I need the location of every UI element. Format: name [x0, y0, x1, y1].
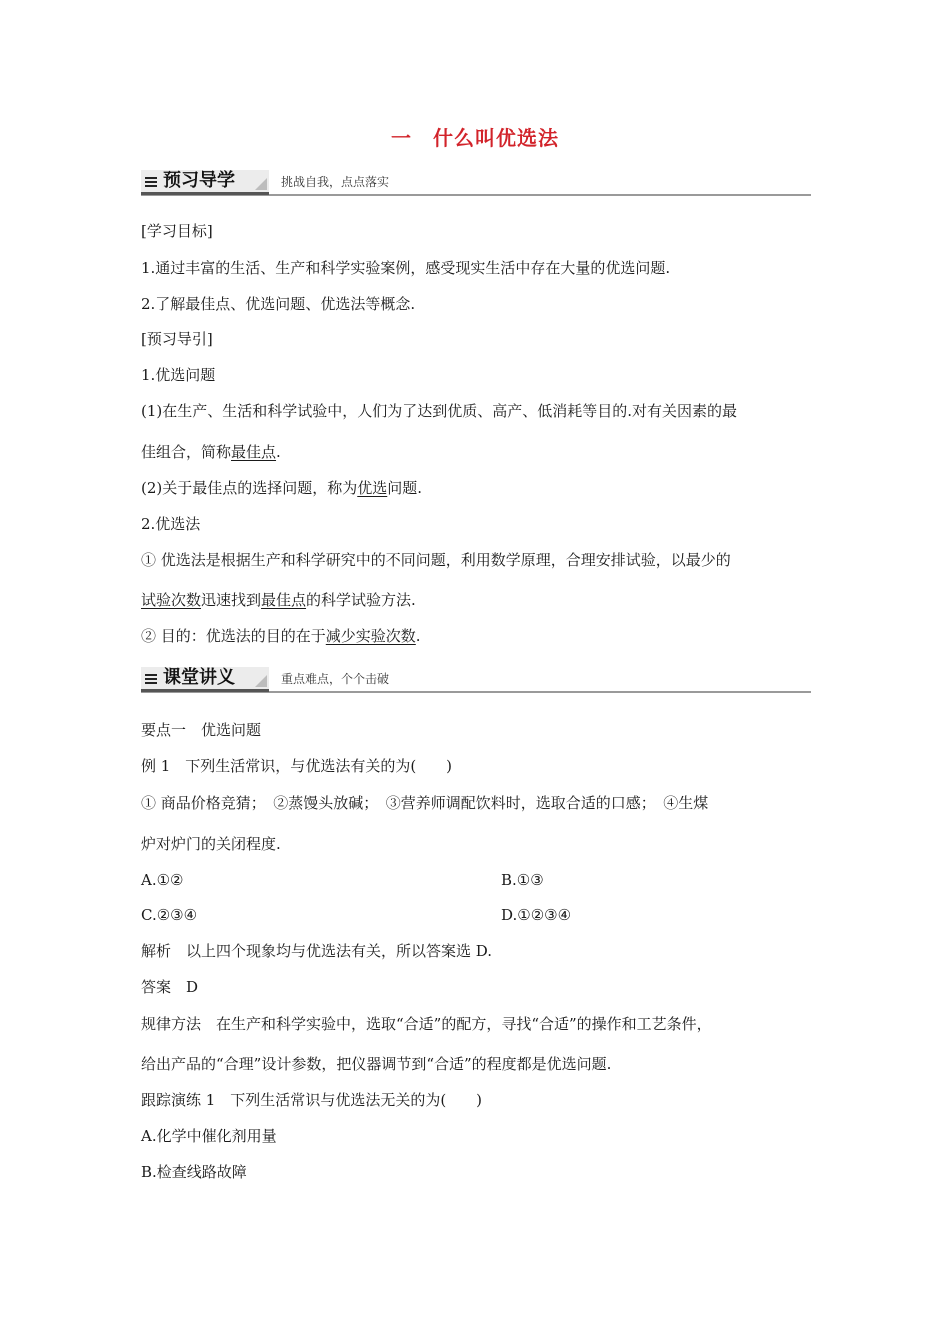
example-question: 例 1 下列生活常识，与优选法有关的为( )	[141, 757, 453, 775]
triangle-icon	[255, 178, 267, 190]
answer-text: 答案 D	[141, 978, 199, 996]
goal-item-1: 1.通过丰富的生活、生产和科学实验案例，感受现实生活中存在大量的优选问题.	[141, 259, 671, 277]
section-subtitle: 重点难点，个个击破	[281, 672, 390, 686]
header-tab	[141, 170, 269, 195]
example-text: ① 商品价格竞猜； ②蒸馒头放碱； ③营养师调配饮料时，选取合适的口感； ④生煤	[141, 794, 709, 812]
section-label: 预习导学	[163, 170, 235, 191]
triangle-icon	[255, 675, 267, 687]
underlined-term: 最佳点	[231, 443, 277, 461]
goal-header: [学习目标]	[141, 222, 213, 240]
guide-header: [预习导引]	[141, 330, 213, 348]
underlined-term: 减少实验次数	[325, 627, 416, 645]
example-text: 炉对炉门的关闭程度.	[141, 835, 281, 853]
paragraph-line: 试验次数迅速找到最佳点的科学试验方法.	[141, 591, 416, 609]
header-tab	[141, 667, 269, 692]
method-text: 给出产品的“合理”设计参数，把仪器调节到“合适”的程度都是优选问题.	[141, 1055, 612, 1073]
section-label: 课堂讲义	[163, 667, 235, 688]
key-point-heading: 要点一 优选问题	[141, 721, 262, 739]
practice-question: 跟踪演练 1 下列生活常识与优选法无关的为( )	[141, 1091, 483, 1109]
paragraph-line: ① 优选法是根据生产和科学研究中的不同问题，利用数学原理，合理安排试验，以最少的	[141, 551, 731, 569]
page-title: 一 什么叫优选法	[391, 126, 559, 150]
option-a: A.①②	[141, 871, 184, 889]
underlined-term: 优选	[357, 479, 388, 497]
option-b: B.①③	[501, 871, 544, 889]
underlined-term: 最佳点	[261, 591, 307, 609]
section-header-lecture	[141, 667, 811, 693]
option-c: C.②③④	[141, 906, 198, 924]
practice-option-b: B.检查线路故障	[141, 1163, 247, 1181]
section-header-preview	[141, 170, 811, 196]
paragraph-line: ② 目的：优选法的目的在于减少实验次数.	[141, 627, 421, 645]
paragraph-line: (1)在生产、生活和科学试验中，人们为了达到优质、高产、低消耗等目的.对有关因素的最	[141, 402, 738, 420]
paragraph-line: 佳组合，简称最佳点.	[141, 443, 281, 461]
heading-optimization-method: 2.优选法	[141, 515, 201, 533]
analysis-text: 解析 以上四个现象均与优选法有关，所以答案选 D.	[141, 942, 493, 960]
option-d: D.①②③④	[501, 906, 572, 924]
practice-option-a: A.化学中催化剂用量	[141, 1127, 277, 1145]
goal-item-2: 2.了解最佳点、优选问题、优选法等概念.	[141, 295, 416, 313]
paragraph-line: (2)关于最佳点的选择问题，称为优选问题.	[141, 479, 423, 497]
heading-optimization-problem: 1.优选问题	[141, 366, 216, 384]
underlined-term: 试验次数	[141, 591, 202, 609]
section-subtitle: 挑战自我，点点落实	[281, 175, 390, 189]
method-text: 规律方法 在生产和科学实验中，选取“合适”的配方，寻找“合适”的操作和工艺条件，	[141, 1015, 712, 1033]
stripes-icon	[145, 175, 157, 187]
stripes-icon	[145, 672, 157, 684]
